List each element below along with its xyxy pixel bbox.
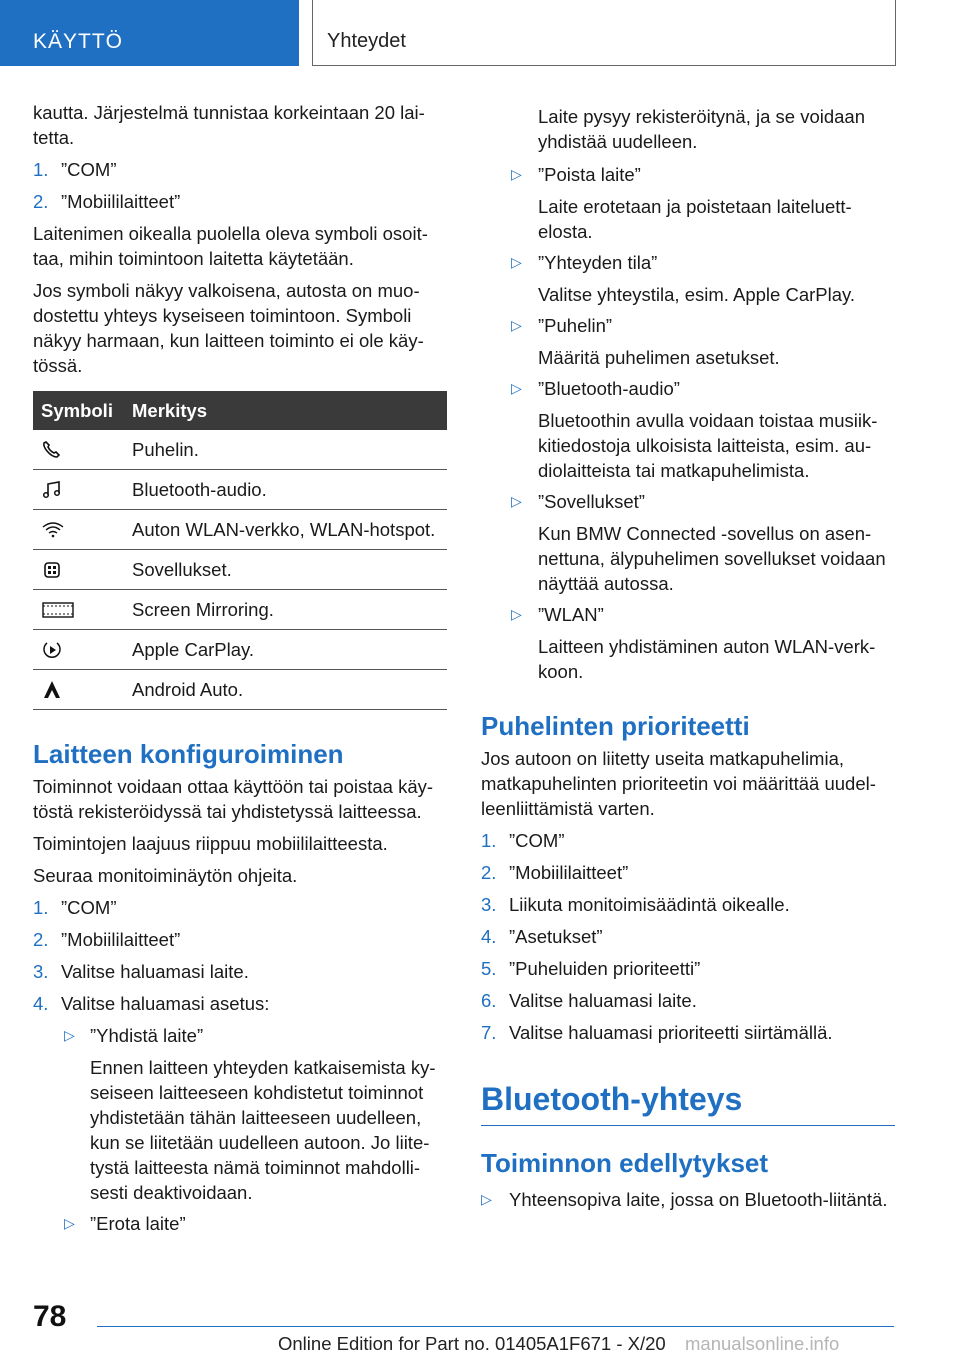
table-row: Puhelin. [33,430,447,470]
screen-mirroring-icon [41,600,75,620]
wifi-icon [41,520,65,540]
option-continuation: Laite pysyy rekisteröitynä, ja se voidaan yhdistää uudelleen. [538,106,866,152]
android-auto-icon [41,680,63,700]
paragraph: Toiminnot voidaan ottaa käyttöön tai poistaa käytöstä rekisteröidyssä tai yhdistetyssä laitteessa. [33,776,434,822]
list-item: 4. Valitse haluamasi asetus: [33,993,270,1014]
triangle-bullet-icon: ▷ [64,1215,75,1231]
music-note-icon [41,480,63,500]
page-title: Yhteydet [312,0,896,66]
table-row: Bluetooth-audio. [33,470,447,510]
list-item: 5. ”Puheluiden prioriteetti” [481,958,701,979]
footer-divider [97,1326,894,1327]
intro-text: kautta. Järjestelmä tunnistaa korkeintaan 20 laitetta. [33,102,425,148]
paragraph: Seuraa monitoiminäytön ohjeita. [33,865,298,886]
right-column [481,104,895,1219]
watermark: manualsonline.info [685,1333,840,1354]
list-item: 1. ”COM” [481,830,565,851]
list-item: 1. ”COM” [33,159,117,180]
table-row: Apple CarPlay. [33,630,447,670]
list-item: 4. ”Asetukset” [481,926,603,947]
triangle-bullet-icon: ▷ [511,317,522,333]
table-row: Sovellukset. [33,550,447,590]
list-item: 3. Liikuta monitoimisäädintä oikealle. [481,894,790,915]
triangle-bullet-icon: ▷ [511,380,522,396]
section-tab: KÄYTTÖ [0,0,299,66]
triangle-bullet-icon: ▷ [511,606,522,622]
paragraph: Jos symboli näkyy valkoisena, autosta on muodostettu yhteys kyseiseen toimintoon. Symboli näkyy harmaan, kun laitteen toiminto ei ole käytössä. [33,280,424,376]
table-header-meaning: Merkitys [132,391,447,430]
section-heading: Laitteen konfiguroiminen [33,739,344,769]
paragraph: Laitenimen oikealla puolella oleva symboli osoittaa, mihin toimintoon laitetta käytetään. [33,223,428,269]
carplay-icon [41,640,63,660]
table-row: Android Auto. [33,670,447,710]
edition-text: Online Edition for Part no. 01405A1F671 - X/20 [278,1333,666,1354]
phone-icon [41,440,63,460]
list-item: 2. ”Mobiililaitteet” [33,191,181,212]
option-item: ▷ ”Puhelin” Määritä puhelimen asetukset. [511,315,780,368]
option-item: ▷ ”Yhdistä laite” Ennen laitteen yhteyden katkaisemista kyseiseen laitteeseen kohdistetut toiminnot yhdistetään tähän laitteeseen uudelleen, kun se liitetään uudelleen autoon. Jo liitetystä laitteesta nämä toiminnot mahdollisesti deaktivoidaan. [64,1025,436,1203]
option-item: ▷ ”Sovellukset” Kun BMW Connected -sovellus on asennettuna, älypuhelimen sovellukset voidaan näyttää autossa. [511,491,886,594]
triangle-bullet-icon: ▷ [511,493,522,509]
left-column [33,100,449,1242]
list-item: 1. ”COM” [33,897,117,918]
option-item: ▷ ”Yhteyden tila” Valitse yhteystila, esim. Apple CarPlay. [511,252,856,305]
page-header [0,0,960,66]
list-item: 2. ”Mobiililaitteet” [481,862,629,883]
list-item: 3. Valitse haluamasi laite. [33,961,249,982]
list-item: 6. Valitse haluamasi laite. [481,990,697,1011]
option-item: ▷ ”Poista laite” Laite erotetaan ja poistetaan laiteluettelosta. [511,164,852,242]
triangle-bullet-icon: ▷ [64,1027,75,1043]
triangle-bullet-icon: ▷ [511,254,522,270]
section-heading: Puhelinten prioriteetti [481,711,750,741]
option-item: ▷ ”Erota laite” [64,1213,186,1234]
table-header-symbol: Symboli [33,391,132,430]
table-row: Screen Mirroring. [33,590,447,630]
page-number: 78 [33,1300,67,1333]
option-item: ▷ ”WLAN” Laitteen yhdistäminen auton WLAN-verkkoon. [511,604,876,682]
bullet-item: ▷ Yhteensopiva laite, jossa on Bluetooth-liitäntä. [481,1189,888,1210]
triangle-bullet-icon: ▷ [481,1191,492,1207]
apps-icon [41,560,63,580]
paragraph: Jos autoon on liitetty useita matkapuhelimia, matkapuhelinten prioriteetin voi määrittää uudelleenliittämistä varten. [481,748,876,819]
symbol-table [33,391,447,710]
list-item: 2. ”Mobiililaitteet” [33,929,181,950]
chapter-heading: Bluetooth-yhteys [481,1079,895,1126]
triangle-bullet-icon: ▷ [511,166,522,182]
section-heading: Toiminnon edellytykset [481,1148,769,1178]
table-row: Auton WLAN-verkko, WLAN-hotspot. [33,510,447,550]
list-item: 7. Valitse haluamasi prioriteetti siirtämällä. [481,1022,833,1043]
option-item: ▷ ”Bluetooth-audio” Bluetoothin avulla voidaan toistaa musiikkitiedostoja ulkoisista laitteista, esim. audiolaitteista tai matkapuhelimista. [511,378,878,481]
paragraph: Toimintojen laajuus riippuu mobiililaitteesta. [33,833,388,854]
